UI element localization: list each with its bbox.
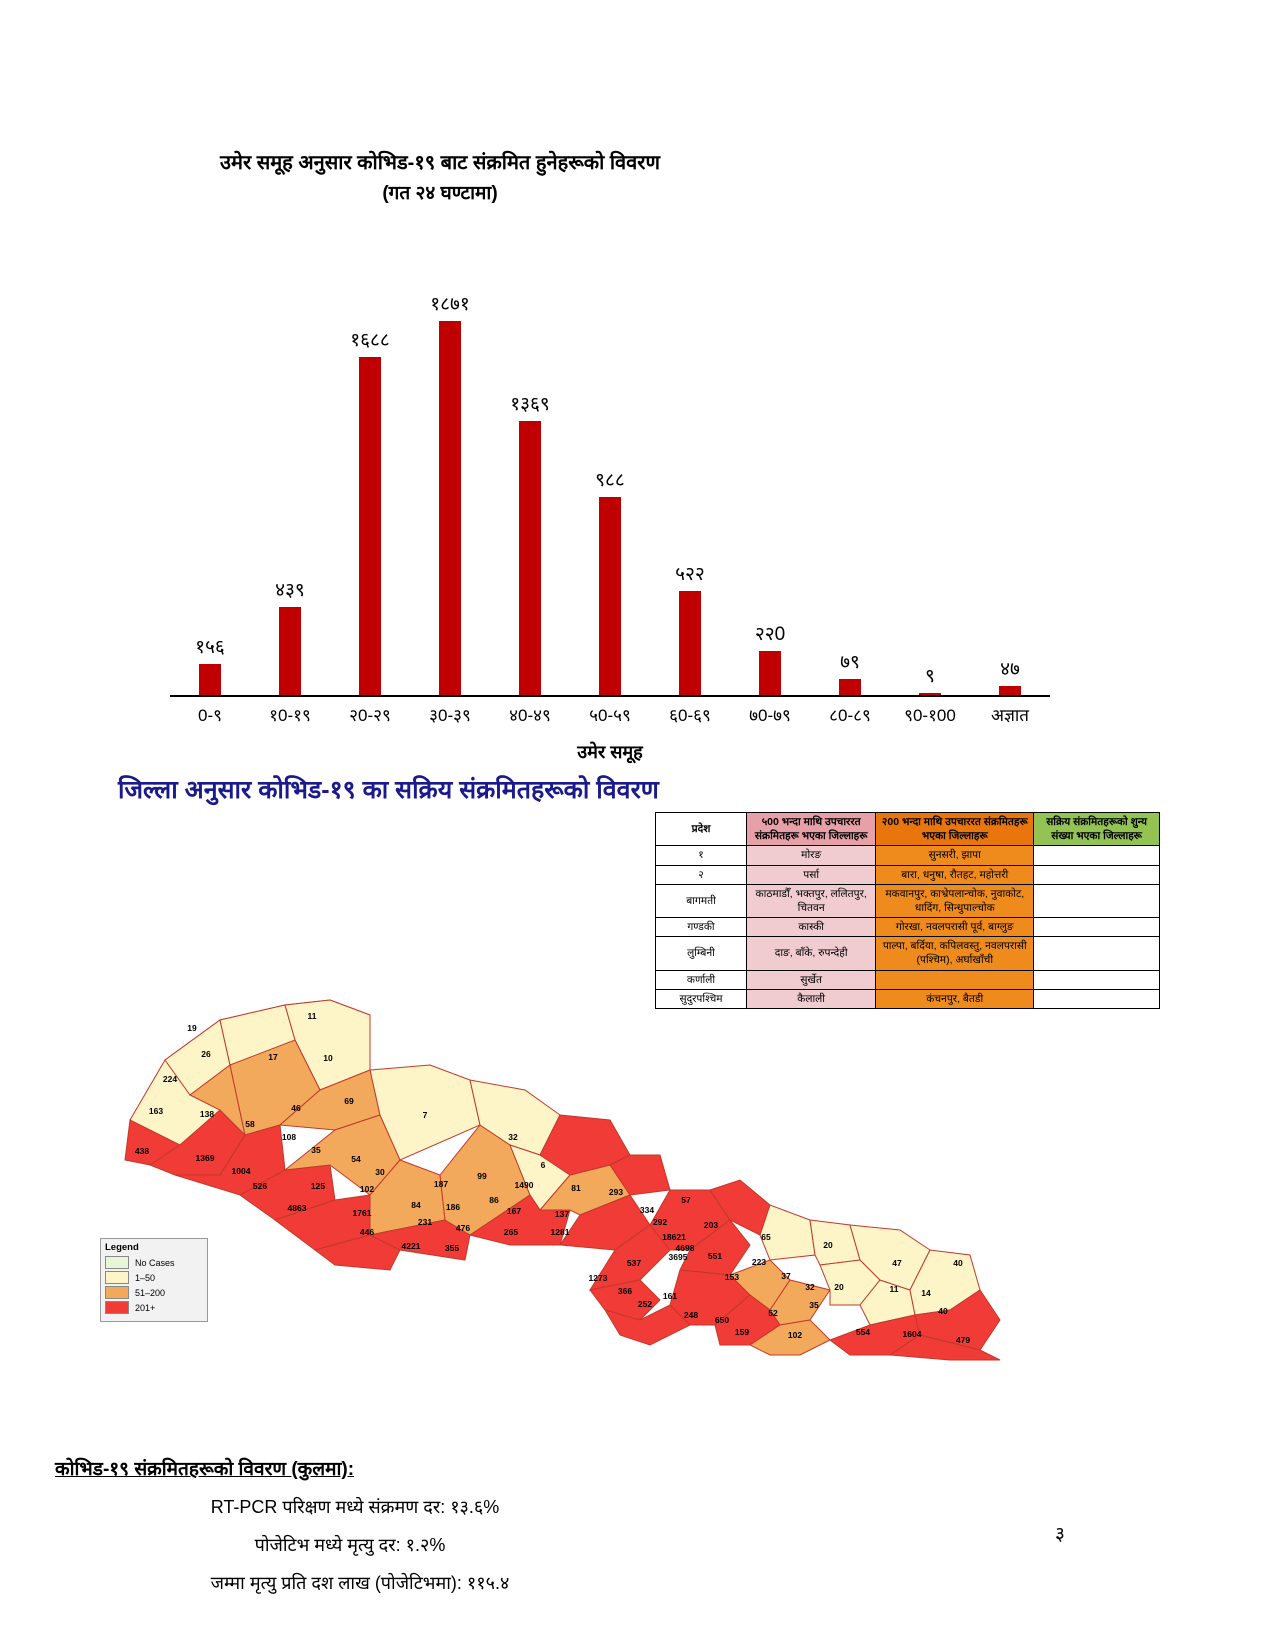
age-group-chart xyxy=(0,0,1275,780)
summary-title: कोभिड-१९ संक्रमितहरूको विवरण (कुलमा): xyxy=(55,1459,355,1480)
x-tick-label: २0-२९ xyxy=(349,706,391,725)
legend-item xyxy=(105,1301,203,1314)
district-case-count: 102 xyxy=(359,1184,375,1194)
district-case-count: 1273 xyxy=(588,1273,608,1283)
map-shape xyxy=(70,960,1070,1390)
summary-deaths-per-million: जम्मा मृत्यु प्रति दश लाख (पोजेटिभमा): ११५.४ xyxy=(210,1573,510,1593)
bar-group xyxy=(650,250,730,695)
x-axis-title: उमेर समूह xyxy=(577,742,643,762)
district-case-count: 102 xyxy=(787,1330,803,1340)
district-case-count: 4698 xyxy=(675,1243,695,1253)
x-tick-label: ८0-८९ xyxy=(829,706,871,725)
district-case-count: 20 xyxy=(823,1240,833,1250)
district-case-count: 224 xyxy=(162,1074,178,1084)
cell-above-500: सुर्खेत xyxy=(747,970,876,989)
legend-item xyxy=(105,1271,203,1284)
nepal-district-map xyxy=(70,960,1170,1440)
district-case-count: 6 xyxy=(540,1160,546,1170)
district-case-count: 40 xyxy=(953,1258,963,1268)
bar-group xyxy=(730,250,810,695)
district-case-count: 446 xyxy=(359,1227,375,1237)
district-case-count: 32 xyxy=(508,1132,518,1142)
district-case-count: 11 xyxy=(889,1284,899,1294)
table-row xyxy=(656,884,1160,917)
district-case-count: 84 xyxy=(411,1200,421,1210)
bar-value-label: ४७ xyxy=(1000,658,1020,680)
legend-item xyxy=(105,1256,203,1269)
th-above-200: २00 भन्दा माथि उपचाररत संक्रमितहरू भएका जिल्लाहरू xyxy=(876,813,1034,846)
district-case-count: 252 xyxy=(637,1299,653,1309)
cell-above-500: पर्सा xyxy=(747,865,876,884)
chart-title-line2: (गत २४ घण्टामा) xyxy=(382,183,498,204)
district-case-count: 19 xyxy=(187,1023,197,1033)
summary-stats xyxy=(55,1455,815,1595)
district-case-count: 1761 xyxy=(352,1208,372,1218)
x-tick-label: ६0-६९ xyxy=(669,706,711,725)
th-zero-active: सक्रिय संक्रमितहरूको शुन्य संख्या भएका जिल्लाहरू xyxy=(1034,813,1160,846)
table-row xyxy=(656,846,1160,865)
district-case-count: 137 xyxy=(554,1209,570,1219)
bar-value-label: १८७१ xyxy=(430,293,470,315)
district-case-count: 14 xyxy=(921,1288,931,1298)
cell-zero-active xyxy=(1034,846,1160,865)
cell-above-500: कैलाली xyxy=(747,989,876,1008)
bar-value-label: १३६९ xyxy=(510,394,550,416)
bar-group xyxy=(250,250,330,695)
district-case-count: 167 xyxy=(506,1206,522,1216)
district-case-count: 293 xyxy=(608,1187,624,1197)
district-case-count: 248 xyxy=(683,1310,699,1320)
district-case-count: 108 xyxy=(281,1132,297,1142)
district-case-count: 537 xyxy=(626,1258,642,1268)
cell-pradesh: सुदुरपश्चिम xyxy=(656,989,747,1008)
bar-group xyxy=(570,250,650,695)
district-case-count: 4863 xyxy=(287,1203,307,1213)
district-case-count: 334 xyxy=(639,1205,655,1215)
district-case-count: 69 xyxy=(344,1096,354,1106)
table-row xyxy=(656,865,1160,884)
bar xyxy=(199,664,221,695)
x-tick-label: अज्ञात xyxy=(991,706,1029,725)
district-case-count: 47 xyxy=(892,1258,902,1268)
bar xyxy=(359,357,381,695)
bar-value-label: ९ xyxy=(925,666,935,687)
district-case-count: 54 xyxy=(351,1154,361,1164)
cell-above-200: कंचनपुर, बैतडी xyxy=(876,989,1034,1008)
bar-value-label: ९८८ xyxy=(595,470,625,492)
district-case-count: 65 xyxy=(761,1232,771,1242)
legend-label: 201+ xyxy=(135,1302,156,1313)
district-case-count: 40 xyxy=(938,1306,948,1316)
bar-group xyxy=(490,250,570,695)
cell-above-500: दाङ, बाँके, रुपन्देही xyxy=(747,937,876,970)
cell-above-500: काठमाडौँ, भक्तपुर, ललितपुर, चितवन xyxy=(747,884,876,917)
legend-title: Legend xyxy=(105,1242,139,1253)
district-case-count: 37 xyxy=(781,1271,791,1281)
legend-swatch xyxy=(105,1301,129,1314)
cell-pradesh: कर्णाली xyxy=(656,970,747,989)
chart-plot-area xyxy=(170,250,1050,695)
district-case-count: 138 xyxy=(199,1109,215,1119)
district-case-count: 99 xyxy=(477,1171,487,1181)
x-tick-label: ९0-१00 xyxy=(904,706,956,725)
bar-group xyxy=(170,250,250,695)
legend-item xyxy=(105,1286,203,1299)
district-case-count: 20 xyxy=(834,1282,844,1292)
cell-pradesh: १ xyxy=(656,846,747,865)
cell-above-200: पाल्पा, बर्दिया, कपिलवस्तु, नवलपरासी (पश्चिम), अर्घाखाँची xyxy=(876,937,1034,970)
district-case-count: 355 xyxy=(444,1243,460,1253)
district-case-count: 1281 xyxy=(550,1227,570,1237)
cell-above-200: सुनसरी, झापा xyxy=(876,846,1034,865)
district-case-count: 46 xyxy=(291,1103,301,1113)
bar-value-label: २२0 xyxy=(754,624,786,645)
cell-zero-active xyxy=(1034,865,1160,884)
bar-value-label: १५६ xyxy=(195,636,225,658)
summary-case-fatality-rate: पोजेटिभ मध्ये मृत्यु दर: १.२% xyxy=(254,1535,446,1555)
bar xyxy=(519,421,541,695)
legend-swatch xyxy=(105,1271,129,1284)
district-case-count: 186 xyxy=(445,1202,461,1212)
district-case-count: 476 xyxy=(455,1223,471,1233)
cell-above-200: गोरखा, नवलपरासी पूर्व, बाग्लुङ xyxy=(876,918,1034,937)
x-tick-label: 0-९ xyxy=(198,706,222,725)
district-case-count: 35 xyxy=(809,1300,819,1310)
legend-label: No Cases xyxy=(135,1257,175,1268)
district-case-count: 554 xyxy=(855,1327,871,1337)
district-case-count: 10 xyxy=(323,1053,333,1063)
district-case-count: 438 xyxy=(134,1146,150,1156)
bar xyxy=(679,591,701,695)
cell-zero-active xyxy=(1034,918,1160,937)
bar xyxy=(279,607,301,695)
legend-swatch xyxy=(105,1286,129,1299)
district-case-count: 1490 xyxy=(514,1180,534,1190)
district-case-count: 1369 xyxy=(195,1153,215,1163)
district-case-count: 26 xyxy=(201,1049,211,1059)
district-case-count: 223 xyxy=(751,1257,767,1267)
cell-above-200: बारा, धनुषा, रौतहट, महोत्तरी xyxy=(876,865,1034,884)
bar-group xyxy=(970,250,1050,695)
district-case-count: 479 xyxy=(955,1335,971,1345)
cell-above-500: कास्की xyxy=(747,918,876,937)
district-case-count: 1604 xyxy=(902,1329,922,1339)
table-row xyxy=(656,918,1160,937)
table-header-row xyxy=(656,813,1160,846)
x-axis-tick-labels xyxy=(170,703,1050,726)
bar-value-label: ४३९ xyxy=(275,580,305,602)
page-number: ३ xyxy=(1055,1524,1065,1545)
bar-group xyxy=(330,250,410,695)
x-tick-label: ७0-७९ xyxy=(749,706,791,725)
district-case-count: 551 xyxy=(707,1251,723,1261)
bar-series xyxy=(170,250,1050,695)
district-case-count: 203 xyxy=(703,1220,719,1230)
district-case-count: 153 xyxy=(724,1272,740,1282)
district-case-count: 52 xyxy=(768,1308,778,1318)
chart-title-line1: उमेर समूह अनुसार कोभिड-१९ बाट संक्रमित हुनेहरूको विवरण xyxy=(220,152,660,174)
district-case-count: 3695 xyxy=(668,1252,688,1262)
district-case-count: 163 xyxy=(148,1106,164,1116)
x-tick-label: ३0-३९ xyxy=(429,706,471,725)
district-case-count: 18621 xyxy=(662,1232,686,1242)
district-case-count: 35 xyxy=(311,1145,321,1155)
bar xyxy=(599,497,621,695)
chart-title xyxy=(120,148,760,208)
x-tick-label: ४0-४९ xyxy=(509,706,551,725)
bar xyxy=(999,686,1021,695)
district-case-count: 159 xyxy=(734,1327,750,1337)
district-case-count: 81 xyxy=(571,1183,581,1193)
district-case-count: 292 xyxy=(652,1217,668,1227)
district-case-count: 366 xyxy=(617,1286,633,1296)
bar xyxy=(839,679,861,695)
th-above-500: ५00 भन्दा माथि उपचाररत संक्रमितहरू भएका जिल्लाहरू xyxy=(747,813,876,846)
bar-group xyxy=(890,250,970,695)
district-case-count: 11 xyxy=(307,1011,317,1021)
district-case-count: 86 xyxy=(489,1195,499,1205)
map-legend xyxy=(100,1238,208,1322)
cell-pradesh: २ xyxy=(656,865,747,884)
district-case-count: 58 xyxy=(245,1119,255,1129)
bar-group xyxy=(410,250,490,695)
legend-swatch xyxy=(105,1256,129,1269)
district-case-count: 7 xyxy=(422,1110,428,1120)
legend-label: 51–200 xyxy=(135,1287,166,1298)
district-case-count: 265 xyxy=(503,1227,519,1237)
bar xyxy=(439,321,461,695)
bar-value-label: १६८८ xyxy=(350,330,390,352)
district-case-count: 526 xyxy=(252,1181,268,1191)
bar-value-label: ५२२ xyxy=(675,563,705,585)
th-pradesh: प्रदेश xyxy=(656,813,747,846)
x-tick-label: ५0-५९ xyxy=(589,706,631,725)
district-case-count: 30 xyxy=(375,1167,385,1177)
district-section-heading: जिल्ला अनुसार कोभिड-१९ का सक्रिय संक्रमितहरूको विवरण xyxy=(118,776,659,804)
district-case-count: 1004 xyxy=(231,1166,251,1176)
district-case-count: 231 xyxy=(417,1217,433,1227)
district-case-count: 187 xyxy=(433,1179,449,1189)
x-tick-label: १0-१९ xyxy=(269,706,311,725)
summary-positivity-rate: RT-PCR परिक्षण मध्ये संक्रमण दर: १३.६% xyxy=(210,1497,500,1517)
cell-above-200: मकवानपुर, काभ्रेपलान्चोक, नुवाकोट, धादिंग, सिन्धुपाल्चोक xyxy=(876,884,1034,917)
cell-zero-active xyxy=(1034,884,1160,917)
district-case-count: 32 xyxy=(805,1282,815,1292)
bar-group xyxy=(810,250,890,695)
district-case-count: 4221 xyxy=(401,1241,421,1251)
district-case-count: 57 xyxy=(681,1195,691,1205)
x-axis-line xyxy=(170,695,1050,697)
district-case-count: 125 xyxy=(310,1181,326,1191)
district-case-count: 17 xyxy=(268,1052,278,1062)
district-case-count: 161 xyxy=(662,1291,678,1301)
district-case-count: 650 xyxy=(714,1315,730,1325)
cell-pradesh: गण्डकी xyxy=(656,918,747,937)
bar-value-label: ७९ xyxy=(840,652,860,674)
cell-pradesh: बागमती xyxy=(656,884,747,917)
bar xyxy=(759,651,781,695)
legend-label: 1–50 xyxy=(135,1272,156,1283)
cell-pradesh: लुम्बिनी xyxy=(656,937,747,970)
cell-above-500: मोरङ xyxy=(747,846,876,865)
